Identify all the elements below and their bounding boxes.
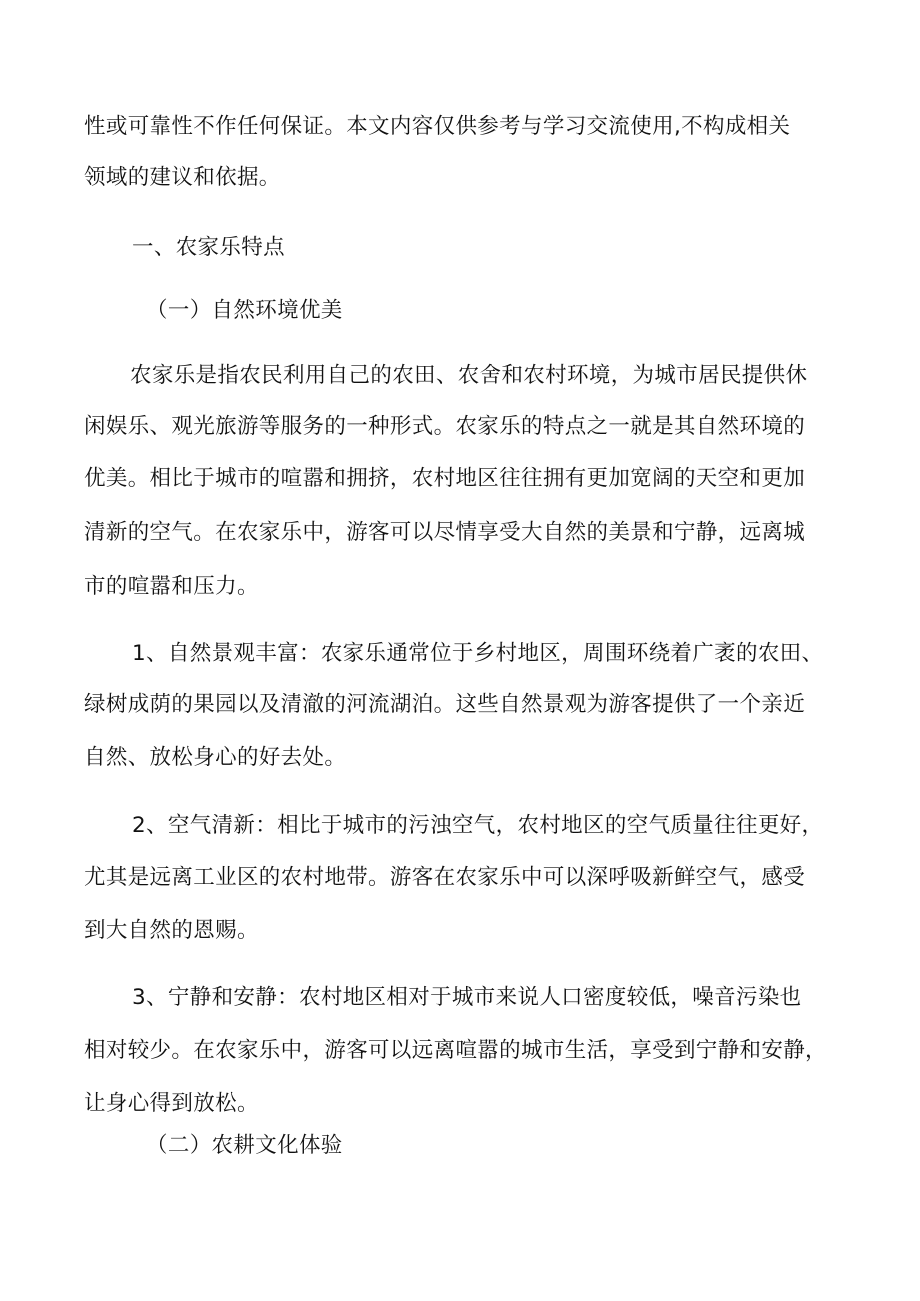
paragraph-line: 农家乐是指农民利用自己的农田、农舍和农村环境，为城市居民提供休 (130, 363, 808, 388)
list-item-line: 自然、放松身心的好去处。 (84, 745, 347, 770)
list-item-line: 3、宁静和安静：农村地区相对于城市来说人口密度较低，噪音污染也 (132, 985, 802, 1010)
paragraph-line: 闲娱乐、观光旅游等服务的一种形式。农家乐的特点之一就是其自然环境的 (84, 414, 806, 439)
paragraph-line: 性或可靠性不作任何保证。本文内容仅供参考与学习交流使用,不构成相关 (84, 114, 791, 139)
list-item-line: 尤其是远离工业区的农村地带。游客在农家乐中可以深呼吸新鲜空气，感受 (84, 865, 806, 890)
list-item-line: 让身心得到放松。 (84, 1091, 259, 1116)
paragraph-line: 清新的空气。在农家乐中，游客可以尽情享受大自然的美景和宁静，远离城 (84, 520, 806, 545)
list-item-line: 1、自然景观丰富：农家乐通常位于乡村地区，周围环绕着广袤的农田、 (132, 641, 824, 666)
paragraph-line: 市的喧嚣和压力。 (84, 574, 259, 599)
list-item-line: 相对较少。在农家乐中，游客可以远离喧嚣的城市生活，享受到宁静和安静， (84, 1038, 827, 1063)
paragraph-line: 领域的建议和依据。 (84, 165, 281, 190)
section-heading: 一、农家乐特点 (132, 235, 285, 260)
list-item-line: 到大自然的恩赐。 (84, 918, 259, 943)
list-item-line: 绿树成荫的果园以及清澈的河流湖泊。这些自然景观为游客提供了一个亲近 (84, 692, 806, 717)
list-item-line: 2、空气清新：相比于城市的污浊空气，农村地区的空气质量往往更好， (132, 813, 824, 838)
subsection-heading: （二）农耕文化体验 (146, 1133, 343, 1158)
subsection-heading: （一）自然环境优美 (146, 298, 343, 323)
paragraph-line: 优美。相比于城市的喧嚣和拥挤，农村地区往往拥有更加宽阔的天空和更加 (84, 466, 806, 491)
